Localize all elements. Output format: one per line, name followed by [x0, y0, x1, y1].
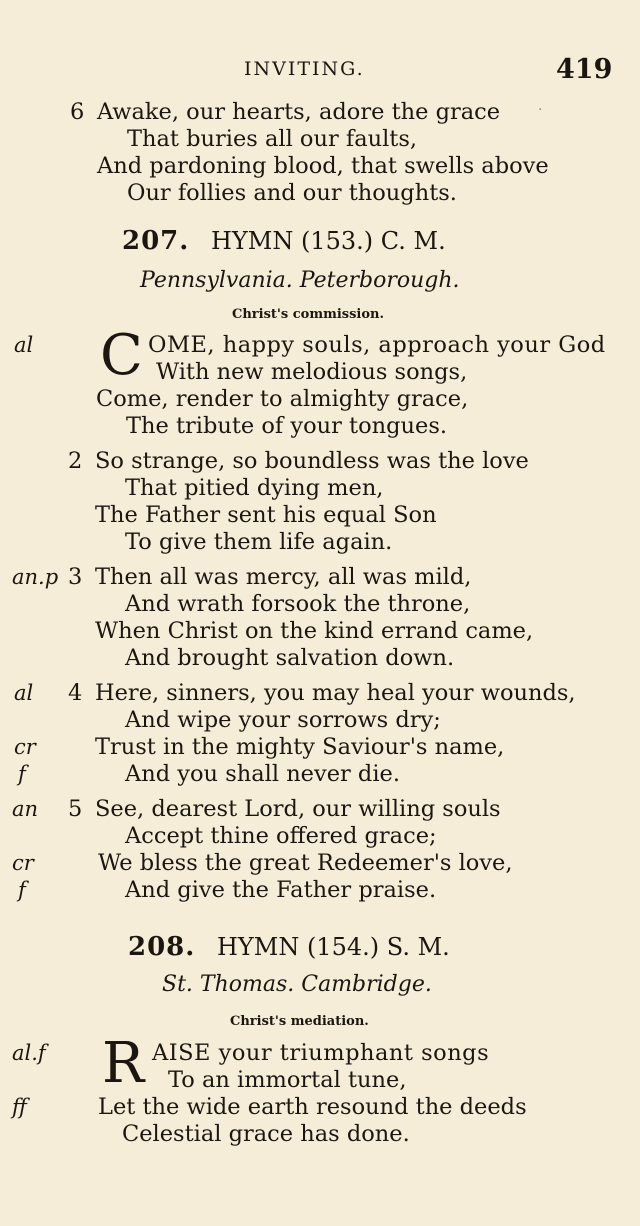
verse-line: And wrath forsook the throne,: [125, 591, 471, 617]
verse-line: When Christ on the kind errand came,: [95, 618, 534, 644]
tune-names: St. Thomas. Cambridge.: [162, 972, 432, 997]
dynamic-mark: al: [14, 333, 34, 357]
verse-line: And brought salvation down.: [125, 645, 455, 671]
stanza-number: 4: [68, 680, 83, 706]
verse-line: To an immortal tune,: [168, 1067, 407, 1093]
verse-line: Accept thine offered grace;: [125, 823, 437, 849]
ornament-dot: ·: [538, 102, 543, 118]
dynamic-mark: f: [18, 878, 26, 902]
stanza-number: 6: [70, 99, 85, 125]
dynamic-mark: ff: [12, 1095, 27, 1119]
verse-line: With new melodious songs,: [156, 359, 468, 385]
hymn-number: 208.: [128, 932, 196, 962]
hymn-label: HYMN (154.) S. M.: [216, 933, 450, 961]
verse-line: And wipe your sorrows dry;: [125, 707, 441, 733]
verse-line: So strange, so boundless was the love: [95, 448, 529, 474]
dynamic-mark: cr: [14, 735, 36, 759]
verse-line: Awake, our hearts, adore the grace: [97, 99, 501, 125]
drop-cap: R: [102, 1031, 145, 1096]
dynamic-mark: al.f: [12, 1041, 46, 1065]
verse-line: And give the Father praise.: [125, 877, 437, 903]
verse-line: Trust in the mighty Saviour's name,: [95, 734, 505, 760]
verse-line: Let the wide earth resound the deeds: [98, 1094, 527, 1120]
verse-line: Our follies and our thoughts.: [127, 180, 457, 206]
verse-line: The tribute of your tongues.: [126, 413, 448, 439]
verse-line: Here, sinners, you may heal your wounds,: [95, 680, 576, 706]
verse-line: We bless the great Redeemer's love,: [98, 850, 513, 876]
hymn-label: HYMN (153.) C. M.: [210, 227, 446, 255]
drop-cap: C: [100, 323, 143, 388]
verse-line: The Father sent his equal Son: [95, 502, 437, 528]
dynamic-mark: al: [14, 681, 34, 705]
running-head: [0, 54, 640, 86]
verse-line: Then all was mercy, all was mild,: [95, 564, 472, 590]
stanza-number: 2: [68, 448, 83, 474]
stanza-number: 5: [68, 796, 83, 822]
verse-line: Come, render to almighty grace,: [96, 386, 469, 412]
verse-line: AISE your triumphant songs: [152, 1040, 490, 1066]
verse-line: Celestial grace has done.: [122, 1121, 410, 1147]
dynamic-mark: f: [18, 762, 26, 786]
stanza-number: 3: [68, 564, 83, 590]
verse-line: That buries all our faults,: [127, 126, 418, 152]
verse-line: OME, happy souls, approach your God: [148, 332, 606, 358]
tune-names: Pennsylvania. Peterborough.: [140, 268, 460, 293]
hymn-subject: Christ's commission.: [232, 307, 384, 322]
hymn-heading: [128, 932, 450, 962]
running-head-title: INVITING.: [244, 58, 365, 80]
hymn-heading: [122, 226, 446, 256]
hymn-subject: Christ's mediation.: [230, 1014, 369, 1029]
verse-line: To give them life again.: [125, 529, 393, 555]
hymn-number: 207.: [122, 226, 190, 256]
verse-line: That pitied dying men,: [125, 475, 384, 501]
dynamic-mark: an: [12, 797, 39, 821]
verse-line: And you shall never die.: [125, 761, 400, 787]
dynamic-mark: cr: [12, 851, 34, 875]
page-number: 419: [556, 54, 613, 85]
dynamic-mark: an.p: [12, 565, 59, 589]
verse-line: And pardoning blood, that swells above: [97, 153, 549, 179]
verse-line: See, dearest Lord, our willing souls: [95, 796, 501, 822]
